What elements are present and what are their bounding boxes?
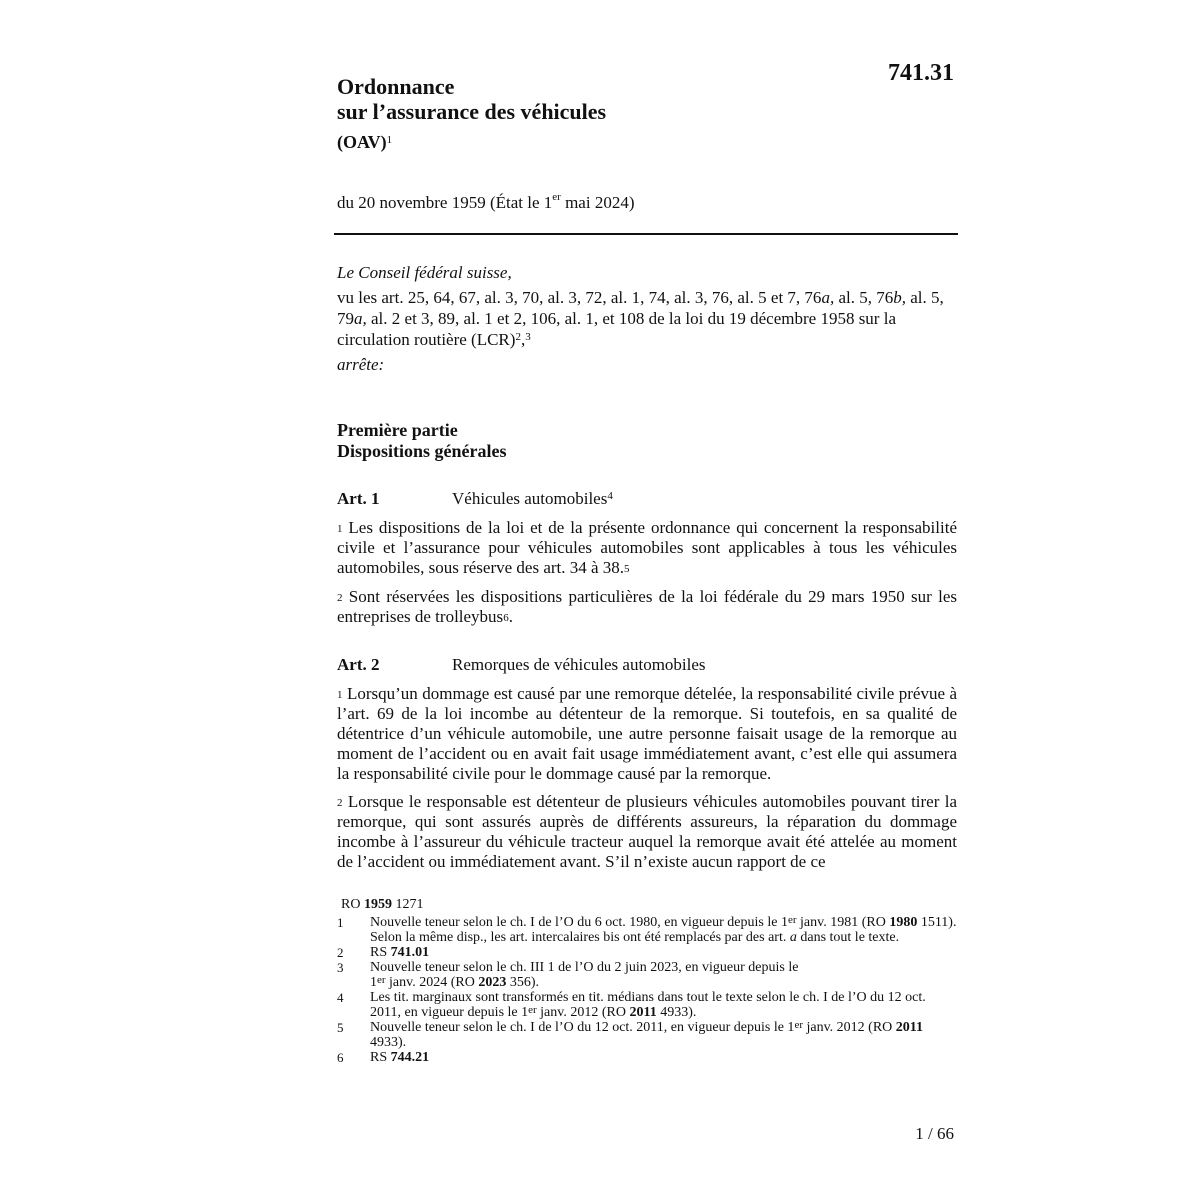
article-2-paragraph-2: $^2$ Lorsque le responsable est détenteur de plusieurs véhicules automobiles pouvant tirer la remorque, qui sont assurés auprès de différents assureurs, la réparation du dommage incombe à l’assureur du véhicule tracteur auquel la remorque avait été attelée au moment de l’accident ou immédiatement avant. S’il n’existe aucun rapport de ce xyxy=(337,792,957,871)
footnote-ref[interactable]: 4 xyxy=(607,490,613,502)
part-heading: Première partie Dispositions générales xyxy=(337,420,507,461)
footnote-5: 5 Nouvelle teneur selon le ch. I de l’O du 12 oct. 2011, en vigueur depuis le 1er janv. 2012 (RO 2011 4933). xyxy=(337,1019,924,1050)
document-date: du 20 novembre 1959 (État le 1er mai 2024) xyxy=(337,191,635,212)
footnote-ref[interactable]: 6 xyxy=(503,612,509,624)
footnote-4: 4 Les tit. marginaux sont transformés en tit. médians dans tout le texte selon le ch. I de l’O du 12 oct. 2011, en vigueur depuis le 1er janv. 2012 (RO 2011 4933). xyxy=(337,990,926,1020)
footnote-ref[interactable]: 2 xyxy=(515,331,521,343)
footnote-6: 6 RS 744.21 xyxy=(337,1050,430,1065)
footnotes xyxy=(337,897,957,1065)
footnote-3: 3 Nouvelle teneur selon le ch. III 1 de l’O du 2 juin 2023, en vigueur depuis le 1er janv. 2024 (RO 2023 356). xyxy=(337,960,799,990)
rs-number: 741.31 xyxy=(888,60,954,86)
article-title: Véhicules automobiles$^4$ xyxy=(452,489,613,508)
footnote-ref[interactable]: 1 xyxy=(386,134,393,146)
article-1-heading xyxy=(337,489,613,509)
article-2-heading xyxy=(337,655,706,675)
ro-reference: RO 1959 1271 xyxy=(341,897,424,912)
article-number: Art. 2 xyxy=(337,655,380,674)
title-line-2: sur l’assurance des véhicules xyxy=(337,99,607,124)
footnote-2: 2 RS 741.01 xyxy=(337,945,430,960)
footnote-ref[interactable]: 3 xyxy=(525,331,531,343)
header-divider xyxy=(334,233,958,235)
article-2-paragraph-1: $^1$ Lorsqu’un dommage est causé par une remorque dételée, la responsabilité civile prévue à l’art. 69 de la loi incombe au détenteur de la remorque. Si toutefois, en sa qualité de détentrice d’un véhicule automobile, une autre personne faisait usage de la remorque au moment de l’accident ou en avait fait usage immédiatement avant, c’est elle qui assumera la responsabilité civile pour le dommage causé par la remorque. xyxy=(337,684,957,783)
footnote-1: 1 Nouvelle teneur selon le ch. I de l’O du 6 oct. 1980, en vigueur depuis le 1er janv. 1981 (RO 1980 1511). Selon la même disp., les art. intercalaires bis ont été remplacés par des art. a dans tout le texte. xyxy=(337,914,957,945)
article-number: Art. 1 xyxy=(337,489,380,508)
article-title: Remorques de véhicules automobiles xyxy=(452,655,706,674)
title-line-1: Ordonnance xyxy=(337,74,455,99)
preamble-decree: arrête: xyxy=(337,355,385,374)
title-abbreviation: (OAV)$^1$ xyxy=(337,132,393,152)
document-title xyxy=(337,74,606,155)
preamble xyxy=(337,262,957,379)
footnote-ref[interactable]: 5 xyxy=(624,563,630,575)
article-1-paragraph-1: $^1$ Les dispositions de la loi et de la présente ordonnance qui concernent la responsabilité civile et l’assurance pour véhicules automobiles sont applicables à tous les véhicules automobiles, sous réserve des art. 34 à 38.$^5$ xyxy=(337,518,957,577)
preamble-basis: vu les art. 25, 64, 67, al. 3, 70, al. 3, 72, al. 1, 74, al. 3, 76, al. 5 et 7, 76a, al. 5, 76b, al. 5, 79a, al. 2 et 3, 89, al. 1 et 2, 106, al. 1, et 108 de la loi du 19 décembre 1958 sur la circulation routière (LCR)$^2$,$^3$ xyxy=(337,288,944,349)
article-1-paragraph-2: $^2$ Sont réservées les dispositions particulières de la loi fédérale du 29 mars 1950 sur les entreprises de trolleybus$^6$. xyxy=(337,587,957,626)
preamble-authority: Le Conseil fédéral suisse, xyxy=(337,263,512,282)
page-number: 1 / 66 xyxy=(915,1124,954,1143)
